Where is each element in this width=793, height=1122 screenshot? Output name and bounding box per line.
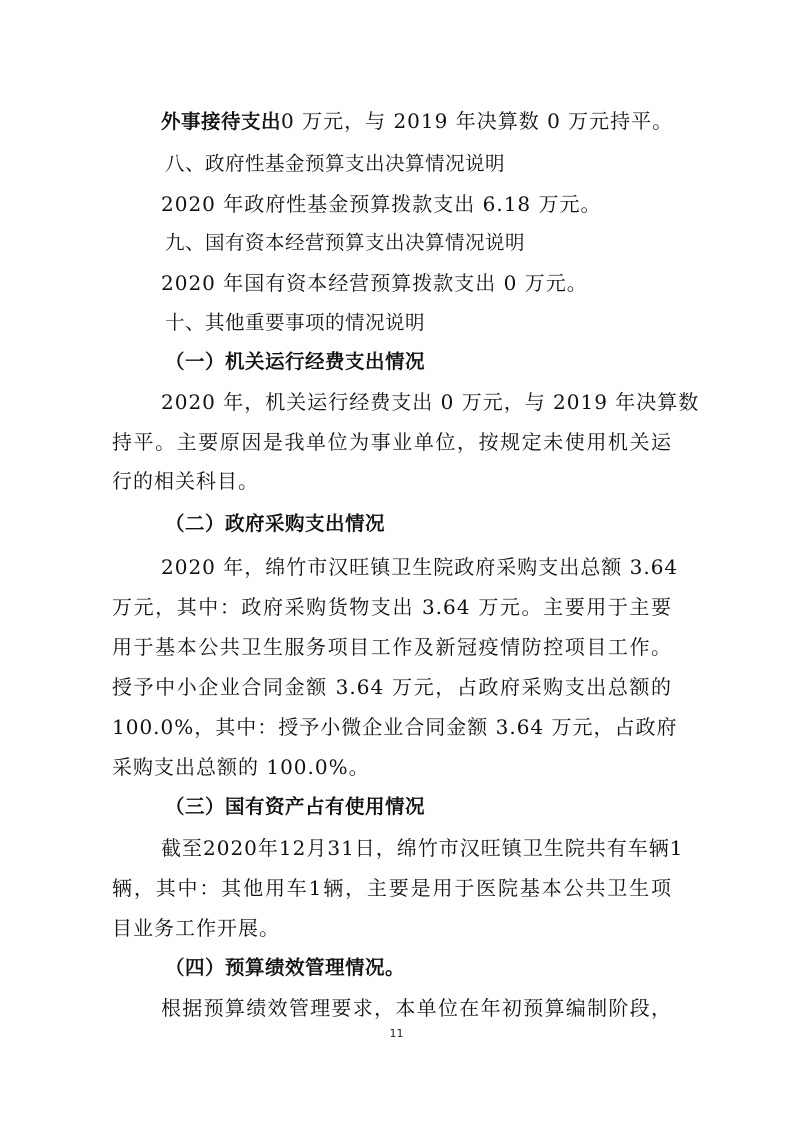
foreign-affairs-label: 外事接待支出 xyxy=(161,110,282,133)
subsection-3-line-1: 截至2020年12月31日，绵竹市汉旺镇卫生院共有车辆1 xyxy=(161,836,684,860)
subsection-heading-2: （二）政府采购支出情况 xyxy=(165,512,386,535)
subsection-1-line-1: 2020 年，机关运行经费支出 0 万元，与 2019 年决算数 xyxy=(161,390,700,414)
section-heading-9: 九、国有资本经营预算支出决算情况说明 xyxy=(165,231,526,254)
section-heading-8: 八、政府性基金预算支出决算情况说明 xyxy=(165,152,506,175)
foreign-affairs-text: 0 万元，与 2019 年决算数 0 万元持平。 xyxy=(281,109,674,133)
subsection-2-line-3: 用于基本公共卫生服务项目工作及新冠疫情防控项目工作。 xyxy=(112,635,672,659)
page-number: 11 xyxy=(389,1027,404,1040)
subsection-3-line-2: 辆，其中：其他用车1辆，主要是用于医院基本公共卫生项 xyxy=(112,876,672,900)
subsection-heading-4: （四）预算绩效管理情况。 xyxy=(165,956,406,979)
paragraph-8: 2020 年政府性基金预算拨款支出 6.18 万元。 xyxy=(161,192,602,216)
subsection-1-line-2: 持平。主要原因是我单位为事业单位，按规定未使用机关运 xyxy=(112,430,672,454)
subsection-2-line-4: 授予中小企业合同金额 3.64 万元，占政府采购支出总额的 xyxy=(112,675,672,699)
subsection-2-line-6: 采购支出总额的 100.0%。 xyxy=(112,755,370,779)
paragraph-foreign-affairs xyxy=(161,107,672,136)
subsection-4-line-1: 根据预算绩效管理要求，本单位在年初预算编制阶段， xyxy=(161,996,672,1020)
subsection-2-line-2: 万元，其中：政府采购货物支出 3.64 万元。主要用于主要 xyxy=(112,595,672,619)
subsection-heading-1: （一）机关运行经费支出情况 xyxy=(165,350,426,373)
subsection-3-line-3: 目业务工作开展。 xyxy=(112,916,280,940)
paragraph-9: 2020 年国有资本经营预算拨款支出 0 万元。 xyxy=(161,271,588,295)
subsection-2-line-5: 100.0%，其中：授予小微企业合同金额 3.64 万元，占政府 xyxy=(112,715,678,739)
subsection-2-line-1: 2020 年，绵竹市汉旺镇卫生院政府采购支出总额 3.64 xyxy=(161,555,679,579)
subsection-heading-3: （三）国有资产占有使用情况 xyxy=(165,795,426,818)
subsection-1-line-3: 行的相关科目。 xyxy=(112,469,259,493)
section-heading-10: 十、其他重要事项的情况说明 xyxy=(165,311,426,334)
